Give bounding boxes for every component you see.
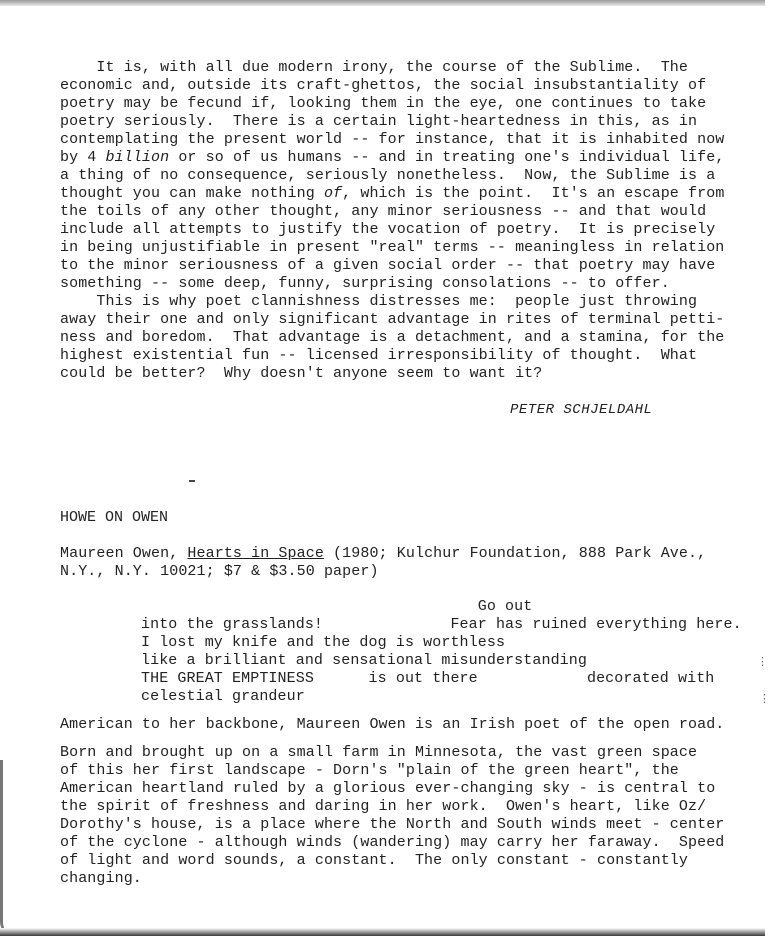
essay-line: could be better? Why doesn't anyone seem to want it? [60,365,543,382]
poem-line: like a brilliant and sensational misunderstanding [141,652,587,669]
body-line: of this her first landscape - Dorn's "plain of the green heart", the [60,762,679,779]
essay-text: or so of us humans -- and in treating one's individual life, [169,149,725,166]
essay-line [60,149,724,167]
citation-line: N.Y., N.Y. 10021; $7 & $3.50 paper) [60,563,379,580]
essay-line: in being unjustifiable in present "real" terms -- meaningless in relation [60,239,725,256]
body-line: the spirit of freshness and daring in her work. Owen's heart, like Oz/ [60,798,707,815]
essay-text: thought you can make nothing [60,185,324,202]
poem-line: THE GREAT EMPTINESS is out there decorated with [141,670,715,687]
essay-line: away their one and only significant advantage in rites of terminal petti- [60,311,725,328]
essay-line: ness and boredom. That advantage is a detachment, and a stamina, for the [60,329,725,346]
citation-line [60,545,706,563]
body-line: of the cyclone - although winds (wandering) may carry her faraway. Speed [60,834,725,851]
scan-speck: ⋮ [759,694,770,706]
section-heading: HOWE ON OWEN [60,509,169,526]
citation-details: (1980; Kulchur Foundation, 888 Park Ave., [323,545,707,562]
essay-line: contemplating the present world -- for instance, that it is inhabited now [60,131,725,148]
page-top-edge [0,0,765,6]
essay-text: , which is the point. It's an escape from [342,185,725,202]
essay-line [60,185,724,203]
essay-line: poetry seriously. There is a certain light-heartedness in this, as in [60,113,698,130]
essay-line: economic and, outside its craft-ghettos, the social insubstantiality of [60,77,707,94]
essay-line: include all attempts to justify the vocation of poetry. It is precisely [60,221,716,238]
essay-line: a thing of no consequence, seriously nonetheless. Now, the Sublime is a [60,167,716,184]
poem-line: I lost my knife and the dog is worthless [141,634,506,651]
citation-author: Maureen Owen, [60,545,188,562]
lead-sentence: American to her backbone, Maureen Owen is an Irish poet of the open road. [60,716,725,733]
essay-line: highest existential fun -- licensed irresponsibility of thought. What [60,347,698,364]
emphasis-billion: billion [105,149,170,166]
essay-line: poetry may be fecund if, looking them in the eye, one continues to take [60,95,707,112]
page-curl [0,760,14,936]
essay-line: something -- some deep, funny, surprising consolations -- to offer. [60,275,670,292]
scan-speck: ⋮ [757,657,768,669]
body-line: changing. [60,870,142,887]
poem-line: Go out [141,598,533,615]
emphasis-of: of [323,185,343,202]
essay-line: the toils of any other thought, any minor seriousness -- and that would [60,203,707,220]
body-line: Dorothy's house, is a place where the North and South winds meet - center [60,816,725,833]
essay-text: by 4 [60,149,106,166]
body-line: American heartland ruled by a glorious ever-changing sky - is central to [60,780,716,797]
author-signature: PETER SCHJELDAHL [510,402,653,418]
stray-mark [189,480,195,482]
essay-line: It is, with all due modern irony, the course of the Sublime. The [60,59,689,76]
book-title: Hearts in Space [187,545,324,562]
essay-line: This is why poet clannishness distresses me: people just throwing [60,293,698,310]
body-line: Born and brought up on a small farm in Minnesota, the vast green space [60,744,698,761]
body-line: of light and word sounds, a constant. The only constant - constantly [60,852,689,869]
page-bottom-edge [0,928,765,936]
essay-line: to the minor seriousness of a given social order -- that poetry may have [60,257,716,274]
poem-line: into the grasslands! Fear has ruined everything here. [141,616,742,633]
poem-line: celestial grandeur [141,688,305,705]
